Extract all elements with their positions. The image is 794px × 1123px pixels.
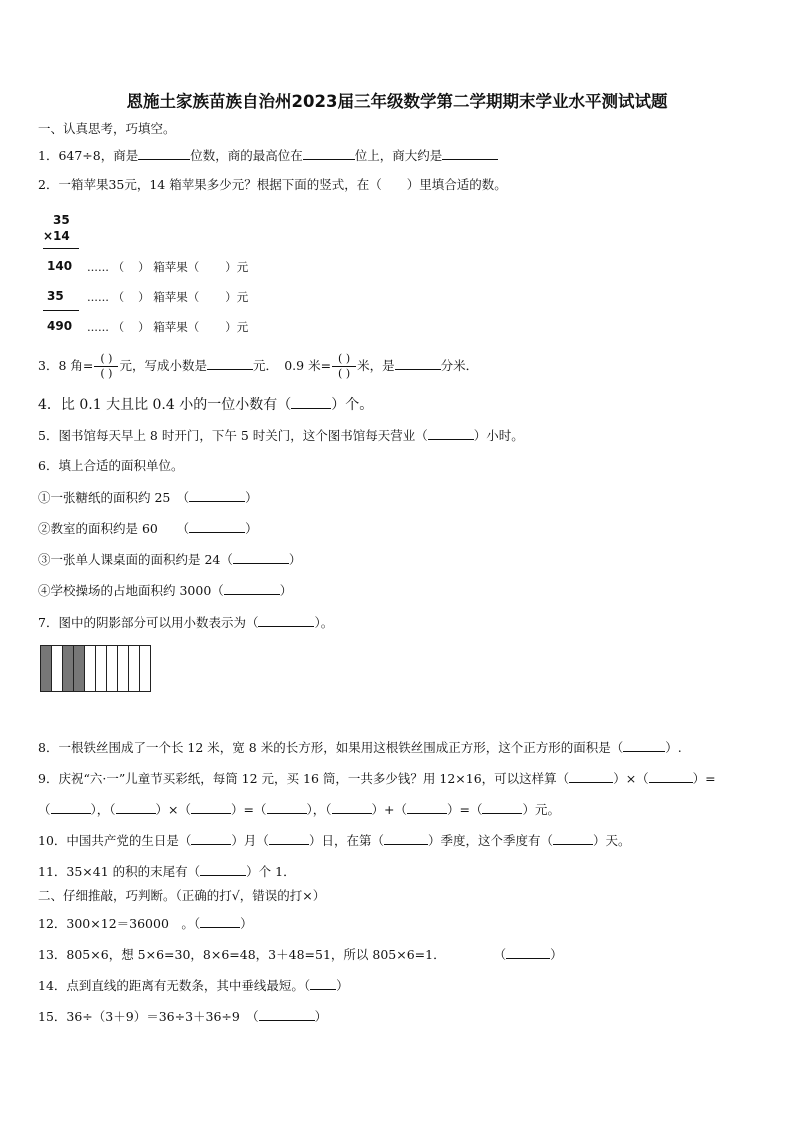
- answer-blank[interactable]: [191, 832, 231, 845]
- answer-blank[interactable]: [51, 801, 91, 814]
- answer-blank[interactable]: [116, 801, 156, 814]
- question-7: 7．图中的阴影部分可以用小数表示为（ ）。: [38, 615, 334, 630]
- question-9: 9．庆祝“六·一”儿童节买彩纸，每筒 12 元，买 16 筒，一共多少钱？用 12×16，可以这样算（ ）×（ ）=: [38, 771, 716, 786]
- vertical-multiplier: ×14: [43, 229, 70, 243]
- question-12: 12．300×12＝36000 。（ ）: [38, 916, 253, 931]
- question-4: 4．比 0.1 大且比 0.4 小的一位小数有（ ）个。: [38, 397, 374, 413]
- answer-blank[interactable]: [569, 770, 613, 783]
- answer-blank[interactable]: [233, 551, 289, 564]
- vertical-row-3: ...... （ ） 箱苹果（ ）元: [87, 320, 249, 334]
- answer-blank[interactable]: [258, 614, 314, 627]
- answer-blank[interactable]: [200, 915, 240, 928]
- answer-blank[interactable]: [189, 489, 245, 502]
- page-title: 恩施土家族苗族自治州2023届三年级数学第二学期期末学业水平测试试题: [126, 92, 668, 111]
- answer-blank[interactable]: [332, 801, 372, 814]
- question-15: 15．36÷（3＋9）＝36÷3＋36÷9 （ ）: [38, 1009, 328, 1024]
- question-14: 14．点到直线的距离有无数条，其中垂线最短。（ ）: [38, 978, 349, 993]
- question-3: 3．8 角= $\frac{( )}{( )}$ 元，写成小数是 元． 0.9 米= $\frac{( )}{( )}$ 米，是 分米．: [38, 352, 479, 380]
- answer-blank[interactable]: [395, 357, 441, 370]
- question-6-item-2: ②教室的面积约是 60 （ ）: [38, 521, 258, 536]
- answer-blank[interactable]: [506, 946, 550, 959]
- answer-blank[interactable]: [482, 801, 522, 814]
- answer-blank[interactable]: [649, 770, 693, 783]
- vertical-rule: [43, 310, 79, 311]
- fraction-blank[interactable]: $\frac{( )}{( )}$: [94, 352, 118, 381]
- answer-blank[interactable]: [191, 801, 231, 814]
- section-heading-2: 二、仔细推敲，巧判断。（正确的打√，错误的打×）: [38, 888, 326, 903]
- question-10: 10．中国共产党的生日是（ ）月（ ）日，在第（ ）季度，这个季度有（ ）天。: [38, 833, 631, 848]
- vertical-row-2: ...... （ ） 箱苹果（ ）元: [87, 290, 249, 304]
- section-heading-1: 一、认真思考，巧填空。: [38, 121, 176, 136]
- answer-blank[interactable]: [269, 832, 309, 845]
- vertical-partial-1: 140: [47, 259, 73, 273]
- answer-blank[interactable]: [224, 582, 280, 595]
- answer-blank[interactable]: [384, 832, 428, 845]
- answer-blank[interactable]: [407, 801, 447, 814]
- question-6-item-3: ③一张单人课桌面的面积约是 24（ ）: [38, 552, 302, 567]
- answer-blank[interactable]: [259, 1008, 315, 1021]
- answer-blank[interactable]: [138, 147, 190, 160]
- question-8: 8．一根铁丝围成了一个长 12 米，宽 8 米的长方形，如果用这根铁丝围成正方形，这个正方形的面积是（ ）.: [38, 740, 682, 755]
- answer-blank[interactable]: [623, 739, 665, 752]
- answer-blank[interactable]: [189, 520, 245, 533]
- question-9-line-2: （ ），（ ）×（ ）=（ ），（ ）+（ ）=（ ）元。: [38, 802, 560, 817]
- answer-blank[interactable]: [291, 396, 331, 409]
- answer-blank[interactable]: [310, 977, 336, 990]
- answer-blank[interactable]: [200, 863, 246, 876]
- vertical-product: 490: [47, 319, 73, 333]
- fraction-blank[interactable]: $\frac{( )}{( )}$: [332, 352, 356, 381]
- vertical-multiplicand: 35: [53, 213, 70, 227]
- decimal-bar-diagram: [40, 645, 150, 692]
- answer-blank[interactable]: [267, 801, 307, 814]
- question-1: 1．647÷8，商是 位数，商的最高位在 位上，商大约是: [38, 147, 498, 164]
- answer-blank[interactable]: [207, 357, 253, 370]
- vertical-row-1: ...... （ ） 箱苹果（ ）元: [87, 260, 249, 274]
- question-2: 2．一箱苹果35元，14 箱苹果多少元？根据下面的竖式，在（ ）里填合适的数。: [38, 177, 507, 192]
- answer-blank[interactable]: [553, 832, 593, 845]
- question-6-item-1: ①一张糖纸的面积约 25 （ ）: [38, 490, 258, 505]
- answer-blank[interactable]: [442, 147, 498, 160]
- vertical-rule: [43, 248, 79, 249]
- unshaded-bar-segment: [139, 645, 151, 692]
- answer-blank[interactable]: [303, 147, 355, 160]
- question-6: 6．填上合适的面积单位。: [38, 458, 184, 473]
- question-5: 5．图书馆每天早上 8 时开门，下午 5 时关门，这个图书馆每天营业（ ）小时。: [38, 428, 524, 443]
- question-6-item-4: ④学校操场的占地面积约 3000（ ）: [38, 583, 293, 598]
- vertical-partial-2: 35: [47, 289, 64, 303]
- question-11: 11．35×41 的积的末尾有（ ）个 1．: [38, 864, 296, 879]
- answer-blank[interactable]: [428, 427, 474, 440]
- question-13: 13．805×6，想 5×6=30，8×6=48，3＋48=51，所以 805×6=1． （ ）: [38, 947, 563, 962]
